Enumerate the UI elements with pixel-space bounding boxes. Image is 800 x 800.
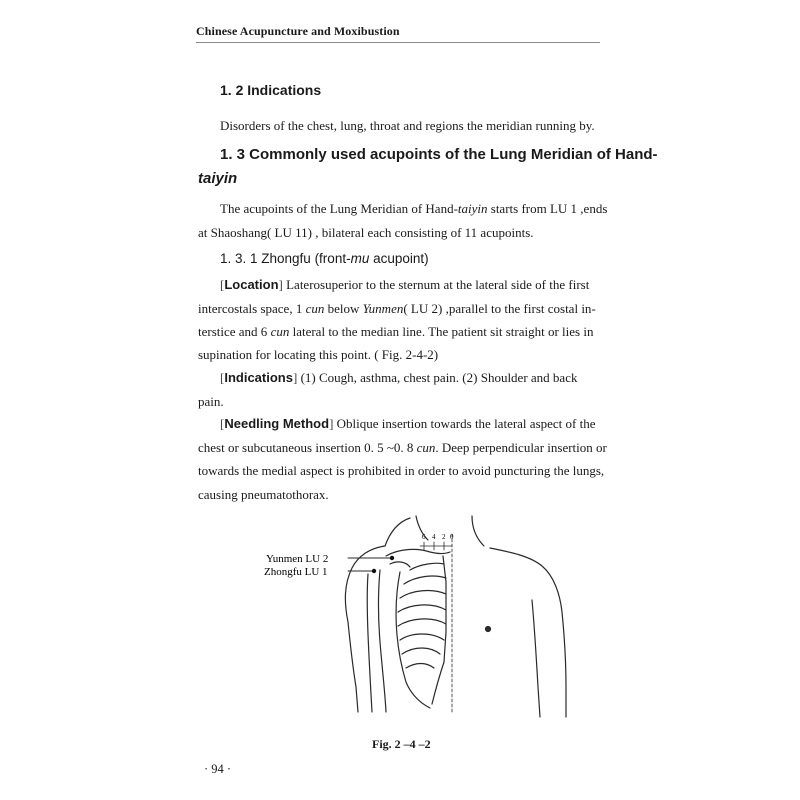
section-1-3-intro-line2: at Shaoshang( LU 11) , bilateral each consisting of 11 acupoints. — [198, 225, 534, 240]
label-zhongfu: Zhongfu LU 1 — [264, 566, 328, 578]
location-line4: supination for locating this point. ( Fig. 2-4-2) — [198, 347, 439, 362]
right-arm-inner — [532, 600, 540, 717]
figure-caption: Fig. 2 –4 –2 — [372, 737, 431, 751]
scale-mark-4: 4 — [432, 533, 436, 541]
neck-right — [472, 516, 484, 546]
right-shoulder-outline — [490, 548, 566, 717]
section-1-2-body: Disorders of the chest, lung, throat and regions the meridian running by. — [220, 118, 595, 133]
needling-line1: [Needling Method] Oblique insertion towards the lateral aspect of the — [220, 416, 596, 431]
subsection-heading-zhongfu: 1. 3. 1 Zhongfu (front-mu acupoint) — [220, 251, 429, 266]
rib-6 — [400, 634, 444, 640]
section-heading-1-2: 1. 2 Indications — [220, 82, 322, 98]
location-label: Location — [224, 277, 279, 292]
section-heading-1-3-line1: 1. 3 Commonly used acupoints of the Lung Meridian of Hand- — [220, 146, 658, 163]
indications-line1: [Indications] (1) Cough, asthma, chest pain. (2) Shoulder and back — [220, 370, 578, 385]
acupoint-yunmen — [390, 556, 394, 560]
location-line1: [Location] Laterosuperior to the sternum at the lateral side of the first — [220, 277, 590, 292]
location-line2: intercostals space, 1 cun below Yunmen( LU 2) ,parallel to the first costal in- — [198, 301, 596, 316]
location-line3: terstice and 6 cun lateral to the median line. The patient sit straight or lies in — [198, 324, 594, 339]
section-1-3-intro-line1: The acupoints of the Lung Meridian of Hand-taiyin starts from LU 1 ,ends — [220, 201, 608, 216]
nipple-mark — [486, 627, 491, 632]
section-heading-1-3-line2: taiyin — [198, 170, 238, 187]
coracoid — [390, 562, 410, 567]
indications-line2: pain. — [198, 394, 224, 409]
left-arm-inner-outline — [379, 570, 387, 712]
anatomical-figure — [240, 512, 610, 727]
page-number: · 94 · — [204, 762, 232, 776]
scale-mark-6: 6 — [422, 533, 426, 541]
left-shoulder-outline — [345, 518, 410, 712]
header-rule — [196, 42, 600, 43]
rib-8 — [406, 664, 434, 669]
rib-5 — [398, 619, 446, 626]
left-arm-front — [367, 574, 372, 712]
rib-3 — [400, 591, 446, 598]
rib-7 — [402, 648, 440, 654]
needling-label: Needling Method — [224, 416, 330, 431]
rib-2 — [404, 576, 446, 584]
rib-1 — [410, 563, 444, 570]
clavicle — [386, 549, 450, 556]
needling-line4: causing pneumatothorax. — [198, 487, 329, 502]
running-title: Chinese Acupuncture and Moxibustion — [196, 24, 400, 38]
scale-mark-2: 2 — [442, 533, 446, 541]
rib-4 — [398, 605, 446, 612]
scale-mark-0: 0 — [450, 533, 454, 541]
needling-line2: chest or subcutaneous insertion 0. 5 ~0. 8 cun. Deep perpendicular insertion or — [198, 440, 607, 455]
acupoint-zhongfu — [372, 569, 376, 573]
indications-label: Indications — [224, 370, 293, 385]
label-yunmen: Yunmen LU 2 — [266, 553, 329, 565]
needling-line3: towards the medial aspect is prohibited in order to avoid puncturing the lungs, — [198, 463, 605, 478]
